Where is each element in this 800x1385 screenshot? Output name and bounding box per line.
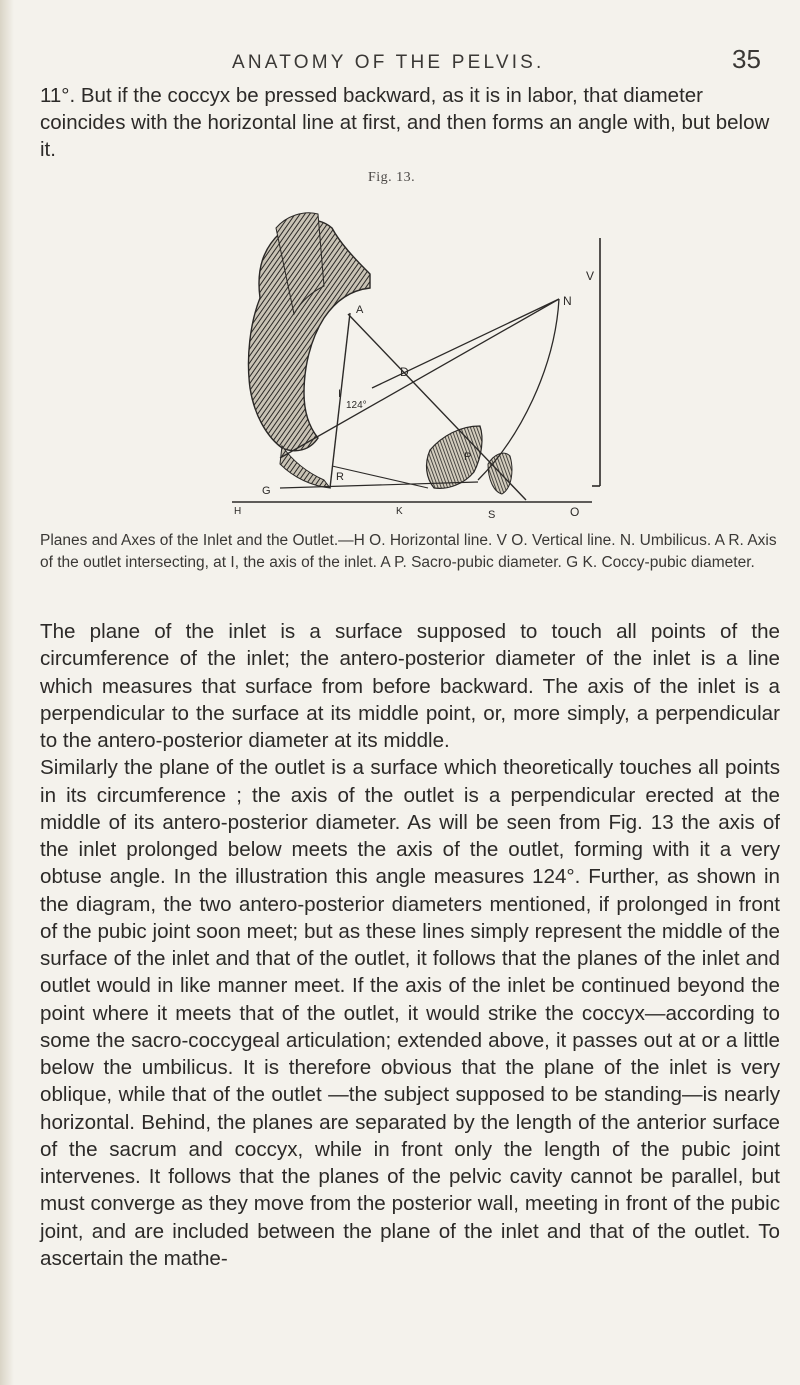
page-number: 35	[732, 44, 761, 74]
label-n: N	[563, 294, 572, 308]
label-h: H	[234, 506, 242, 517]
pubic-bone	[427, 426, 482, 488]
label-a: A	[356, 304, 364, 316]
intro-paragraph: 11°. But if the coccyx be pressed backward, as it is in labor, that diameter coincides with the horizontal line at first, and then forms an angle with, but below it.	[40, 84, 770, 161]
body-text	[40, 618, 780, 1272]
label-i: I	[338, 388, 342, 400]
body-paragraph: Similarly the plane of the outlet is a surface which theoretically touches all points in its circumference ; the axis of the outlet is a perpendicular erected at the middle of its antero-posterior diameter. As will be seen from Fig. 13 the axis of the inlet prolonged below meets the axis of the outlet, forming with it a very obtuse angle. In the illustration this angle measures 124°. Further, as shown in the diagram, the two antero-posterior diameters mentioned, if prolonged in front of the pubic joint soon meet; but as these lines simply represent the middle of the surface of the inlet and that of the outlet, it follows that the planes of the inlet and outlet would in like manner meet. If the axis of the inlet be continued beyond the point where it meets that of the outlet, it would strike the coccyx—according to some the sacro-coccygeal articulation; extended above, it passes out at or a little below the umbilicus. It is therefore obvious that the plane of the inlet is very oblique, while that of the outlet —the subject supposed to be standing—is nearly horizontal. Behind, the planes are separated by the length of the anterior surface of the sacrum and coccyx, while in front only the length of the pubic joint intervenes. It follows that the planes of the pelvic cavity cannot be parallel, but must converge as they move from the posterior wall, meeting in front of the pubic joint, and are included between the plane of the inlet and that of the outlet. To ascertain the mathe-	[40, 756, 780, 1270]
page-gutter-shadow	[0, 0, 14, 1385]
label-o: O	[570, 505, 580, 518]
coccyx-bone	[280, 446, 330, 488]
label-k: K	[396, 506, 403, 517]
n-curve	[478, 299, 559, 480]
body-paragraph: The plane of the inlet is a surface supposed to touch all points of the circumference of the inlet; the antero-posterior diameter of the inlet is a line which measures that surface from before backward. The axis of the inlet is a perpendicular to the surface at its middle point, or, more simply, a perpendicular to the antero-posterior diameter at its middle.	[40, 620, 780, 752]
figure-label: Fig. 13.	[368, 170, 416, 185]
figure-caption: Planes and Axes of the Inlet and the Outlet.—H O. Horizontal line. V O. Vertical line. N. Umbilicus. A R. Axis of the outlet intersecting, at I, the axis of the inlet. A P. Sacro-pubic diameter. G K. Coccy-pubic diameter.	[40, 532, 777, 571]
pelvis-figure	[220, 188, 610, 518]
label-p: P	[464, 451, 472, 463]
label-r: R	[336, 471, 344, 483]
label-d: D	[400, 365, 409, 379]
label-g: G	[262, 485, 271, 497]
running-title: ANATOMY OF THE PELVIS.	[232, 52, 545, 73]
label-angle: 124°	[346, 400, 367, 411]
pelvis-diagram	[220, 188, 610, 518]
label-v: V	[586, 269, 595, 283]
label-s: S	[488, 509, 496, 518]
